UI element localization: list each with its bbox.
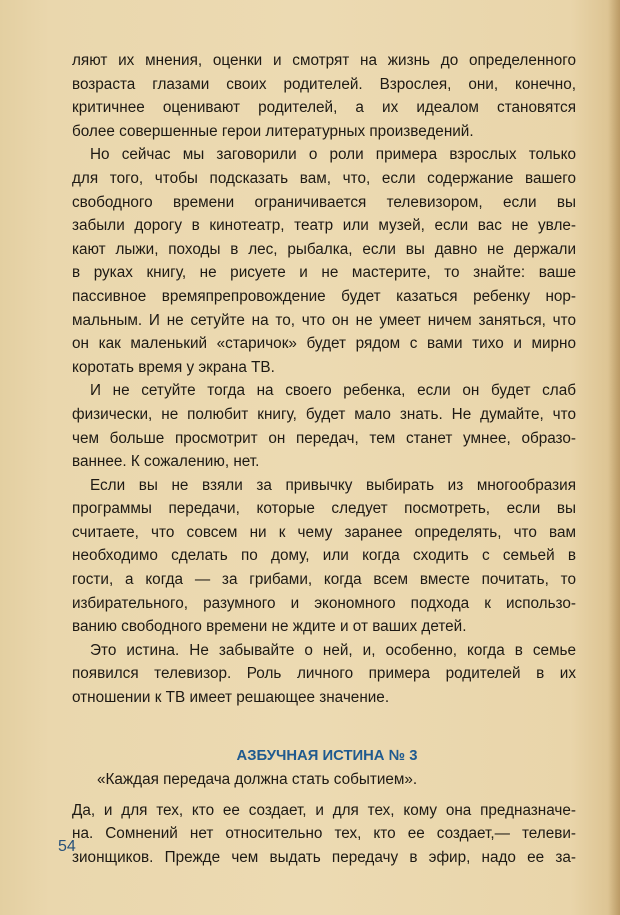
text-line: он как маленький «старичок» будет рядом с вами тихо и мирно xyxy=(72,335,576,353)
text-line: критичнее оценивают родителей, а их идеалом становятся xyxy=(72,99,576,117)
text-line: коротать время у экрана ТВ. xyxy=(72,358,275,376)
text-line: И не сетуйте тогда на своего ребенка, если он будет слаб xyxy=(90,382,576,400)
text-line: гости, а когда — за грибами, когда всем вместе почитать, то xyxy=(72,571,576,589)
text-line: возраста глазами своих родителей. Взрослея, они, конечно, xyxy=(72,75,576,93)
text-line: зионщиков. Прежде чем выдать передачу в эфир, надо ее за- xyxy=(72,848,576,866)
text-line: ванию свободного времени не ждите и от ваших детей. xyxy=(72,618,467,636)
text-line: чем больше просмотрит он передач, тем станет умнее, образо- xyxy=(72,429,576,447)
text-line: ляют их мнения, оценки и смотрят на жизнь до определенного xyxy=(72,52,576,69)
section-gap xyxy=(72,710,576,744)
text-line: считаете, что совсем ни к чему заранее определять, что вам xyxy=(72,523,576,541)
epigraph-gap xyxy=(72,792,576,799)
text-line: Это истина. Не забывайте о ней, и, особенно, когда в семье xyxy=(90,641,576,659)
text-line: физически, не полюбит книгу, будет мало знать. Не думайте, что xyxy=(72,405,576,423)
text-line: мальным. И не сетуйте на то, что он не умеет ничем заняться, что xyxy=(72,311,576,329)
text-line: Но сейчас мы заговорили о роли примера взрослых только xyxy=(90,146,576,164)
text-line: отношении к ТВ имеет решающее значение. xyxy=(72,689,390,707)
text-line: необходимо сделать по дому, или когда сходить с семьей в xyxy=(72,547,576,565)
page-number: 54 xyxy=(58,838,76,855)
text-line: на. Сомнений нет относительно тех, кто ее создает,— телеви- xyxy=(72,825,576,843)
body-text-before xyxy=(72,49,576,710)
page-text xyxy=(72,49,576,869)
text-line: в руках книгу, не рисуете и не мастерите, то знайте: ваше xyxy=(72,264,576,282)
body-text-after xyxy=(72,799,576,870)
text-line: забыли дорогу в кинотеатр, театр или музей, если вас не увле- xyxy=(72,217,576,235)
epigraph: «Каждая передача должна стать событием». xyxy=(97,770,418,788)
text-line: ваннее. К сожалению, нет. xyxy=(72,453,260,471)
text-line: кают лыжи, походы в лес, рыбалка, если вы давно не держали xyxy=(72,240,576,258)
text-line: пассивное времяпрепровождение будет казаться ребенку нор- xyxy=(72,287,576,305)
text-line: избирательного, разумного и экономного подхода к использо- xyxy=(72,594,576,612)
text-line: Да, и для тех, кто ее создает, и для тех, кому она предназначе- xyxy=(72,801,576,819)
text-line: более совершенные герои литературных произведений. xyxy=(72,122,474,140)
text-line: появился телевизор. Роль личного примера родителей в их xyxy=(72,665,576,683)
text-line: для того, чтобы подсказать вам, что, если содержание вашего xyxy=(72,169,576,187)
text-line: свободного времени ограничивается телевизором, если вы xyxy=(72,193,576,211)
text-line: программы передачи, которые следует посмотреть, если вы xyxy=(72,500,576,518)
section-heading: АЗБУЧНАЯ ИСТИНА № 3 xyxy=(236,747,418,764)
text-line: Если вы не взяли за привычку выбирать из многообразия xyxy=(90,476,576,494)
